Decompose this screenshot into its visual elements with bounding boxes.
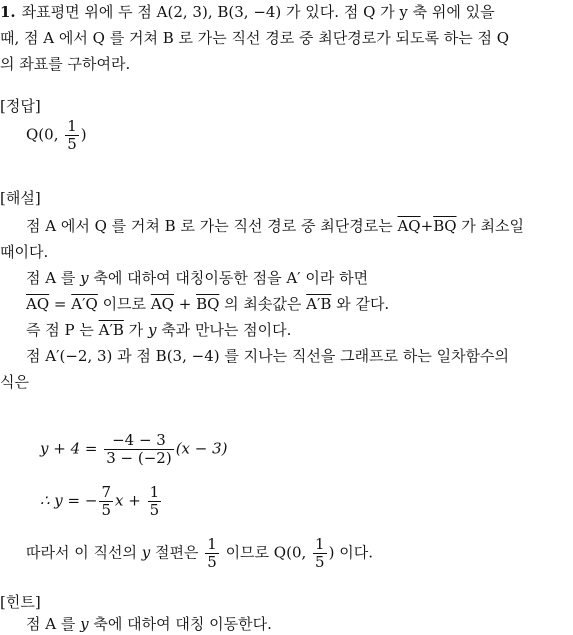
answer-fraction	[65, 118, 79, 153]
answer-value	[26, 118, 87, 153]
solution-text: 가	[123, 321, 148, 339]
hint-text-part: 점 A 를	[26, 615, 81, 633]
solution-text: 축과 만나는 점이다.	[156, 321, 292, 339]
solution-para-5-cont: 식은	[0, 373, 29, 391]
solution-text: 이므로	[97, 295, 151, 313]
solution-para-1	[26, 216, 524, 236]
segment-aq: $\overline{AQ}$	[26, 295, 50, 313]
problem-line-2: 때, 점 A 에서 Q 를 거쳐 B 로 가는 직선 경로 중 최단경로가 되도록 하는 점 Q	[0, 29, 510, 47]
intercept-num: 1	[207, 535, 217, 553]
equals-sign: =	[49, 295, 72, 313]
eq2-num1: 7	[101, 483, 112, 501]
solution-text: 따라서 이 직선의	[26, 543, 142, 562]
solution-para-3	[26, 294, 389, 314]
solution-para-2	[26, 268, 368, 288]
segment-bq: $\overline{BQ}$	[196, 295, 220, 313]
solution-para-6	[26, 536, 373, 571]
intercept-fraction	[205, 536, 219, 571]
eq2-den2: 5	[149, 501, 160, 519]
solution-text: 즉 점 P 는	[26, 321, 99, 339]
eq2-den1: 5	[101, 501, 112, 519]
var-y: y	[80, 615, 89, 633]
answer-frac-den: 5	[67, 135, 77, 153]
var-y: y	[141, 543, 151, 562]
hint-text	[26, 614, 272, 634]
point-q-num: 1	[315, 535, 325, 553]
solution-text: 점 A 에서 Q 를 거쳐 B 로 가는 직선 경로 중 최단경로는	[26, 217, 393, 235]
plus-sign: +	[173, 295, 197, 313]
equation-1	[40, 432, 228, 467]
equation-2	[40, 484, 163, 519]
solution-text: 축에 대하여 대칭이동한 점을 A′ 이라 하면	[88, 269, 369, 287]
var-y: y	[80, 269, 89, 287]
segment-apb: A′B	[98, 321, 124, 339]
solution-para-5: 점 A′(−2, 3) 과 점 B(3, −4) 를 지나는 직선을 그래프로 하는 일차함수의	[26, 347, 510, 365]
solution-para-1-cont: 때이다.	[0, 243, 49, 261]
eq2-lhs: ∴ y = −	[40, 491, 98, 510]
eq2-num2: 1	[149, 483, 160, 501]
hint-text-part: 축에 대하여 대칭 이동한다.	[88, 615, 272, 633]
eq1-rhs: (x − 3)	[175, 439, 228, 458]
solution-tag: [해설]	[0, 189, 41, 207]
eq2-fraction-1	[99, 484, 113, 519]
segment-apb: A′B	[306, 295, 332, 313]
point-q-fraction	[313, 536, 327, 571]
segment-aq: $\overline{AQ}$	[150, 295, 174, 313]
answer-suffix: )	[80, 125, 87, 144]
solution-text: 와 같다.	[331, 295, 390, 313]
point-q-den: 5	[315, 553, 325, 571]
eq1-fraction	[104, 432, 173, 467]
hint-tag: [힌트]	[0, 593, 41, 611]
solution-text: ) 이다.	[328, 543, 373, 562]
eq1-num: −4 − 3	[112, 431, 166, 449]
eq1-lhs: y + 4 =	[40, 439, 103, 458]
var-y: y	[147, 321, 157, 339]
answer-frac-num: 1	[67, 117, 77, 135]
eq2-mid: x +	[115, 491, 146, 510]
intercept-den: 5	[207, 553, 217, 571]
solution-text: 의 최솟값은	[219, 295, 307, 313]
problem-text-1: 좌표평면 위에 두 점 A(2, 3), B(3, −4) 가 있다. 점 Q 가 y 축 위에 있을	[21, 3, 495, 21]
segment-bq: $\overline{BQ}$	[433, 217, 457, 235]
problem-line-3: 의 좌표를 구하여라.	[0, 55, 131, 73]
solution-text: 절편은	[150, 543, 204, 562]
problem-line-1	[0, 2, 495, 22]
solution-para-4	[26, 320, 291, 340]
segment-aq: $\overline{AQ}$	[397, 217, 421, 235]
solution-text: 가 최소일	[456, 217, 525, 235]
answer-tag: [정답]	[0, 97, 41, 115]
segment-apq: A′Q	[71, 295, 98, 313]
eq1-den: 3 − (−2)	[106, 449, 172, 467]
problem-number: 1.	[0, 3, 16, 21]
plus-sign: +	[420, 217, 434, 235]
answer-prefix: Q(0,	[26, 125, 59, 144]
eq2-fraction-2	[148, 484, 162, 519]
solution-text: 이므로 Q(0,	[220, 543, 312, 562]
solution-text: 점 A 를	[26, 269, 81, 287]
